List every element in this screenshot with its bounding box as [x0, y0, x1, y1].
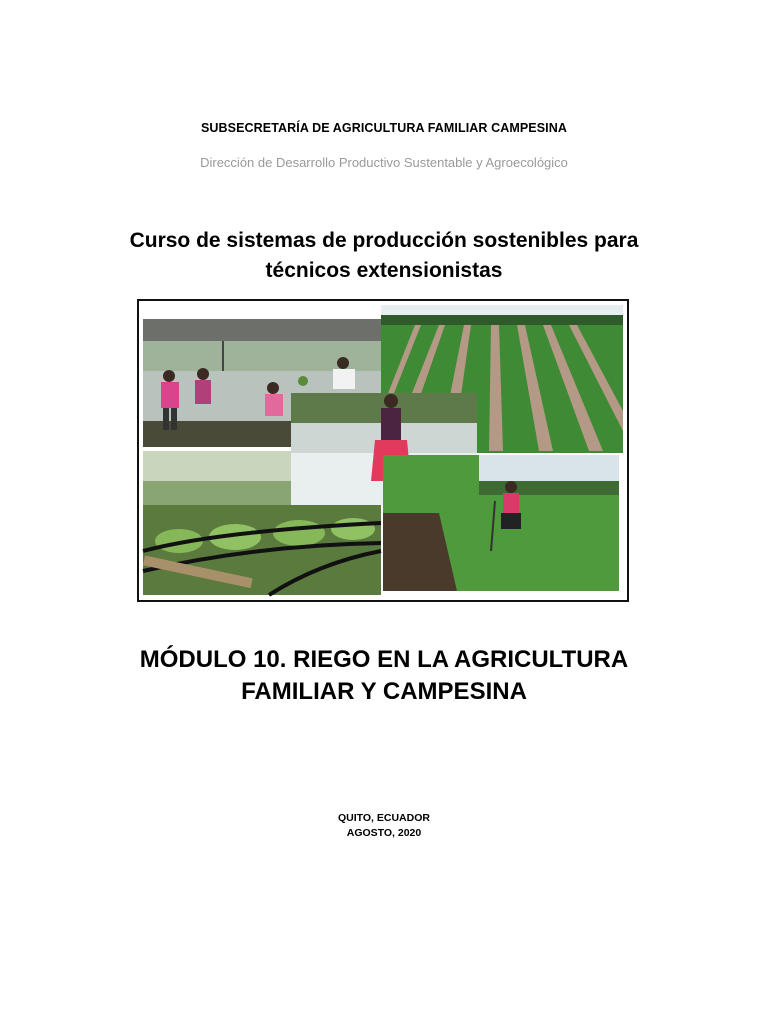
organization-title: SUBSECRETARÍA DE AGRICULTURA FAMILIAR CAMPESINA [200, 121, 568, 135]
publication-location: QUITO, ECUADOR [338, 812, 430, 824]
course-title [0, 226, 768, 286]
course-title-line-2: técnicos extensionistas [265, 259, 503, 282]
agriculture-collage-image [137, 299, 629, 602]
course-title-line-1: Curso de sistemas de producción sostenibles para [129, 229, 639, 252]
publication-info [0, 811, 768, 841]
publication-date: AGOSTO, 2020 [346, 827, 422, 839]
field-worker-photo [383, 455, 619, 591]
module-title-line-1: MÓDULO 10. RIEGO EN LA AGRICULTURA [139, 646, 629, 673]
module-title [0, 644, 768, 708]
module-title-line-2: FAMILIAR Y CAMPESINA [241, 678, 527, 705]
department-subtitle: Dirección de Desarrollo Productivo Sustentable y Agroecológico [200, 155, 568, 170]
